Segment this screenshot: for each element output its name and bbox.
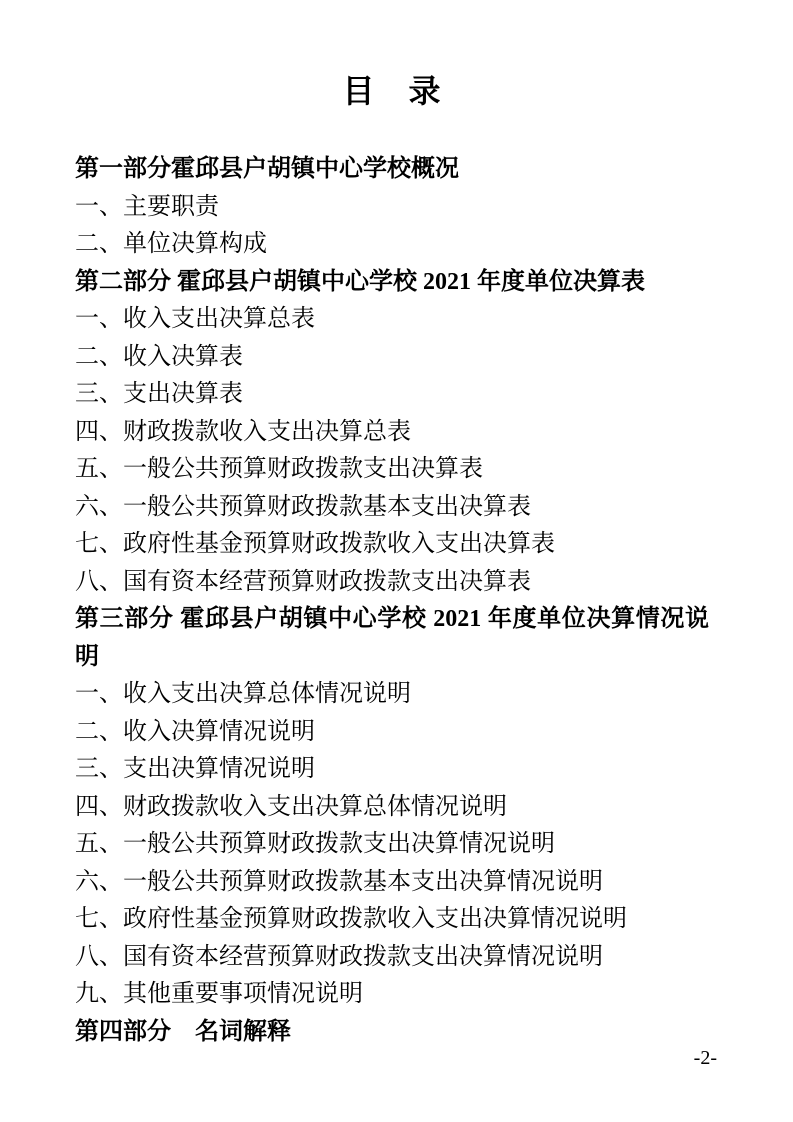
- toc-item: 五、一般公共预算财政拨款支出决算情况说明: [75, 831, 555, 857]
- toc-item: 六、一般公共预算财政拨款基本支出决算情况说明: [75, 868, 603, 895]
- toc-item: 三、支出决算表: [75, 381, 243, 407]
- toc-item: 五、一般公共预算财政拨款支出决算表: [75, 456, 483, 482]
- toc-section-heading-2: 第二部分 霍邱县户胡镇中心学校 2021 年度单位决算表: [75, 268, 645, 295]
- toc-item: 三、支出决算情况说明: [75, 756, 315, 782]
- page-title: 目 录: [342, 73, 442, 109]
- toc-section-heading-3: 第三部分 霍邱县户胡镇中心学校 2021 年度单位决算情况说明: [75, 606, 709, 670]
- table-of-contents: [75, 151, 709, 1051]
- toc-item: 七、政府性基金预算财政拨款收入支出决算情况说明: [75, 906, 627, 932]
- toc-section-heading-4: 第四部分 名词解释: [75, 1018, 291, 1045]
- toc-item: 四、财政拨款收入支出决算总表: [75, 418, 411, 445]
- toc-item: 九、其他重要事项情况说明: [75, 981, 363, 1007]
- toc-item: 七、政府性基金预算财政拨款收入支出决算表: [75, 531, 555, 557]
- toc-item: 八、国有资本经营预算财政拨款支出决算情况说明: [75, 943, 603, 970]
- toc-section-heading-1: 第一部分霍邱县户胡镇中心学校概况: [75, 156, 459, 182]
- toc-item: 四、财政拨款收入支出决算总体情况说明: [75, 793, 507, 820]
- toc-item: 二、单位决算构成: [75, 231, 267, 257]
- toc-item: 一、收入支出决算总体情况说明: [75, 681, 411, 707]
- toc-item: 二、收入决算情况说明: [75, 718, 315, 745]
- toc-item: 八、国有资本经营预算财政拨款支出决算表: [75, 568, 531, 595]
- toc-item: 六、一般公共预算财政拨款基本支出决算表: [75, 493, 531, 520]
- page-number: -2-: [693, 1047, 717, 1069]
- toc-item: 一、主要职责: [75, 193, 219, 220]
- toc-item: 二、收入决算表: [75, 343, 243, 370]
- toc-item: 一、收入支出决算总表: [75, 306, 315, 332]
